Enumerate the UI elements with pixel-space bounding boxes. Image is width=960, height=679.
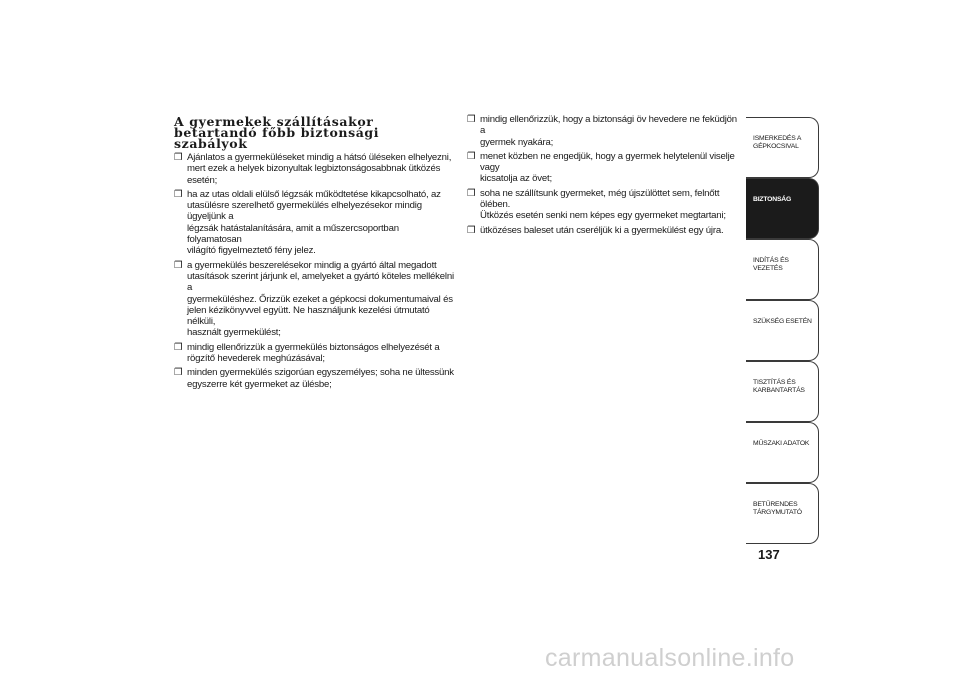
list-item-line: mindig ellenőrizzük, hogy a biztonsági öv hevedere ne feküdjön a [480, 114, 737, 137]
list-item [467, 225, 737, 236]
list-item-line: minden gyermekülés szigorúan egyszemélyes; soha ne ültessünk [187, 367, 454, 379]
list-item-line: soha ne szállítsunk gyermeket, még újszülöttet sem, felnőtt ölében. [480, 187, 720, 211]
list-item [174, 260, 454, 339]
list-item-line: menet közben ne engedjük, hogy a gyermek helytelenül viselje vagy [480, 150, 735, 174]
list-item-line: gyermeküléshez. Őrizzük ezeket a gépkocsi dokumentumaival és [187, 293, 453, 305]
checkbox-bullet-icon: ❒ [467, 187, 476, 199]
section-heading [174, 116, 454, 149]
chapter-tab-index [746, 117, 819, 545]
tab-biztonsag[interactable] [746, 178, 819, 239]
list-item [174, 367, 454, 390]
tab-label-line: BIZTONSÁG [753, 196, 792, 203]
list-item-line: jelen kézikönyvvel együtt. Ne használjunk kezelési útmutató nélküli, [187, 304, 430, 328]
list-item-line: használt gyermekülést; [187, 327, 281, 339]
list-item [174, 152, 454, 186]
list-item-line: világító figyelmeztető fény jelez. [187, 245, 316, 257]
tab-inditas[interactable] [746, 239, 819, 300]
list-item [174, 189, 454, 257]
list-item-line: mert ezek a helyek bizonyultak legbiztonságosabbnak ütközés [187, 163, 441, 175]
tab-label-line: BETŰRENDES [753, 501, 798, 508]
checkbox-bullet-icon: ❒ [174, 188, 183, 200]
tab-targymutato[interactable] [746, 483, 819, 544]
tab-label-line: TÁRGYMUTATÓ [753, 509, 802, 516]
tab-label-line: KARBANTARTÁS [753, 387, 805, 394]
checkbox-bullet-icon: ❒ [174, 367, 183, 379]
list-item-line: ütközéses baleset után cseréljük ki a gyermekülést egy újra. [480, 224, 724, 236]
tab-label-line: MŰSZAKI ADATOK [753, 440, 810, 447]
checkbox-bullet-icon: ❒ [467, 150, 476, 162]
list-item-line: esetén; [187, 174, 218, 186]
left-bullet-list [174, 152, 454, 393]
tab-tisztitas[interactable] [746, 361, 819, 422]
list-item-line: mindig ellenőrizzük a gyermekülés biztonságos elhelyezését a [187, 341, 440, 353]
checkbox-bullet-icon: ❒ [467, 224, 476, 236]
checkbox-bullet-icon: ❒ [174, 152, 183, 163]
list-item-line: gyermek nyakára; [480, 136, 554, 148]
heading-line: betartandó főbb biztonsági [174, 125, 380, 140]
tab-muszaki[interactable] [746, 422, 819, 483]
list-item [467, 114, 737, 148]
tab-szukseg[interactable] [746, 300, 819, 361]
page-number: 137 [758, 547, 780, 562]
right-bullet-list [467, 114, 737, 239]
list-item-line: légzsák hatástalanítására, amit a műszercsoportban folyamatosan [187, 222, 399, 246]
list-item-line: rögzítő hevederek meghúzásával; [187, 353, 325, 365]
list-item-line: egyszerre két gyermeket az ülésbe; [187, 378, 332, 390]
checkbox-bullet-icon: ❒ [467, 114, 476, 125]
tab-label-line: GÉPKOCSIVAL [753, 143, 799, 150]
tab-label-line: ISMERKEDÉS A [753, 135, 802, 142]
list-item-line: Ütközés esetén senki nem képes egy gyermeket megtartani; [480, 210, 726, 222]
list-item-line: kicsatolja az övet; [480, 173, 552, 185]
tab-ismerkedes[interactable] [746, 117, 819, 178]
checkbox-bullet-icon: ❒ [174, 341, 183, 353]
heading-line: szabályok [174, 136, 248, 151]
tab-label-line: INDÍTÁS ÉS VEZETÉS [753, 257, 789, 272]
heading-line: A gyermekek szállításakor [174, 114, 374, 129]
checkbox-bullet-icon: ❒ [174, 259, 183, 271]
tab-label-line: SZÜKSÉG ESETÉN [753, 318, 812, 325]
list-item-line: utasülésre szerelhető gyermekülés elhelyezésekor mindig ügyeljünk a [187, 200, 422, 223]
watermark-text: carmanualsonline.info [545, 644, 795, 672]
list-item [174, 342, 454, 365]
list-item [467, 151, 737, 185]
list-item-line: Ajánlatos a gyermeküléseket mindig a hátsó üléseken elhelyezni, [187, 152, 452, 163]
list-item-line: ha az utas oldali elülső légzsák működtetése kikapcsolható, az [187, 188, 441, 200]
list-item [467, 188, 737, 222]
tab-label-line: TISZTÍTÁS ÉS [753, 379, 796, 386]
list-item-line: a gyermekülés beszerelésekor mindig a gyártó által megadott [187, 259, 437, 271]
list-item-line: utasítások szerint járjunk el, amelyeket a gyártó köteles mellékelni a [187, 270, 454, 294]
